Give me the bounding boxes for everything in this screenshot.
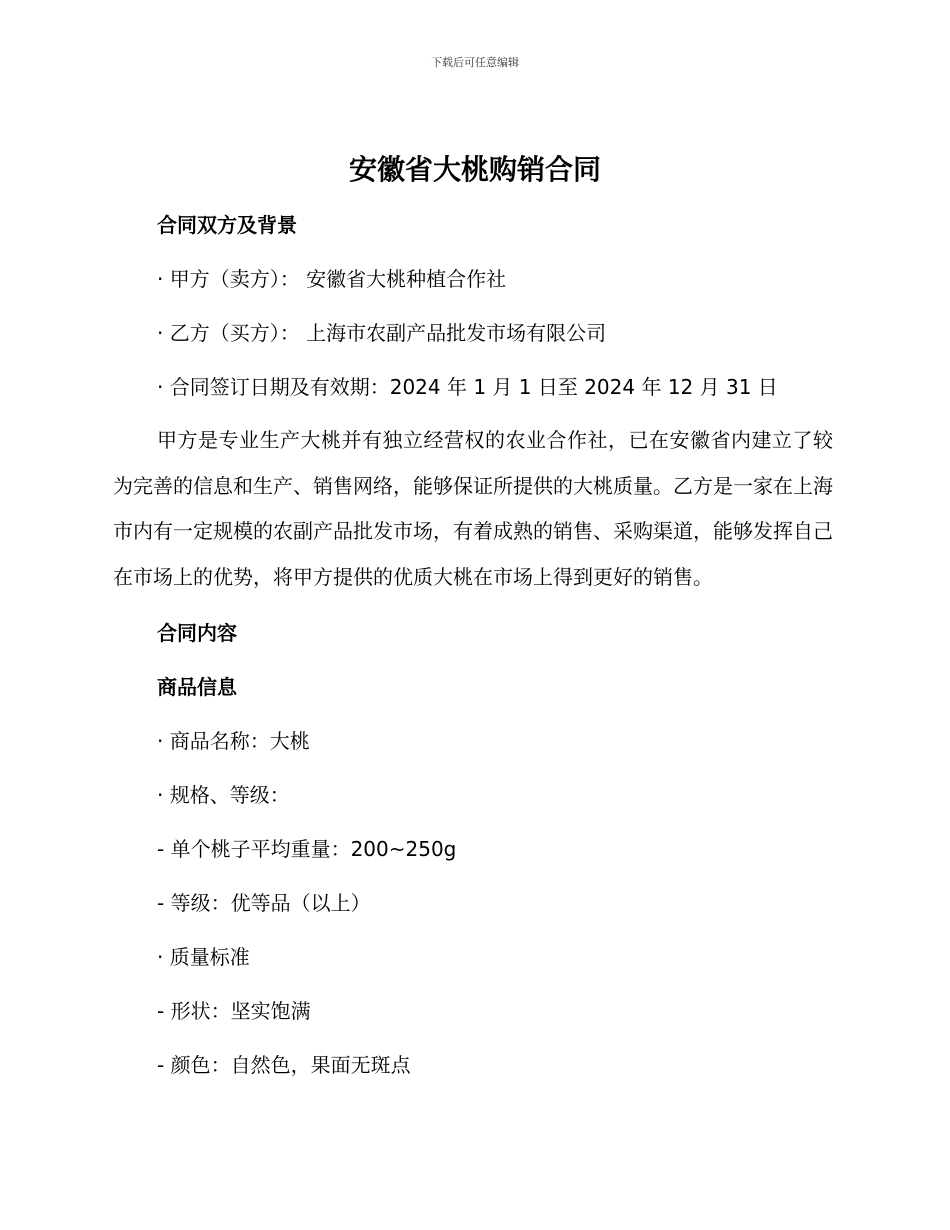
avg-weight-line: - 单个桃子平均重量：200~250g [157, 837, 457, 861]
shape-line: - 形状：坚实饱满 [157, 999, 311, 1023]
document-title: 安徽省大桃购销合同 [348, 153, 601, 186]
spec-grade-line: · 规格、等级： [157, 783, 290, 807]
section-heading-product: 商品信息 [157, 675, 237, 699]
color-line: - 颜色：自然色，果面无斑点 [157, 1053, 411, 1077]
party-b-line: · 乙方（买方）： 上海市农副产品批发市场有限公司 [157, 321, 607, 345]
background-paragraph: 甲方是专业生产大桃并有独立经营权的农业合作社，已在安徽省内建立了较为完善的信息和生产、销售网络，能够保证所提供的大桃质量。乙方是一家在上海市内有一定规模的农副产品批发市场，有着成熟的销售、采购渠道，能够发挥自己在市场上的优势，将甲方提供的优质大桃在市场上得到更好的销售。 [113, 428, 833, 589]
product-name-line: · 商品名称：大桃 [157, 729, 310, 753]
section-heading-parties: 合同双方及背景 [157, 213, 297, 237]
document-body [113, 198, 833, 1092]
party-a-line: · 甲方（卖方）： 安徽省大桃种植合作社 [157, 267, 507, 291]
section-heading-content: 合同内容 [157, 621, 237, 645]
quality-standard-line: · 质量标准 [157, 945, 250, 969]
grade-line: - 等级：优等品（以上） [157, 891, 371, 915]
contract-term-line: · 合同签订日期及有效期：2024 年 1 月 1 日至 2024 年 12 月 31 日 [157, 375, 778, 399]
header-note: 下载后可任意编辑 [431, 56, 519, 69]
